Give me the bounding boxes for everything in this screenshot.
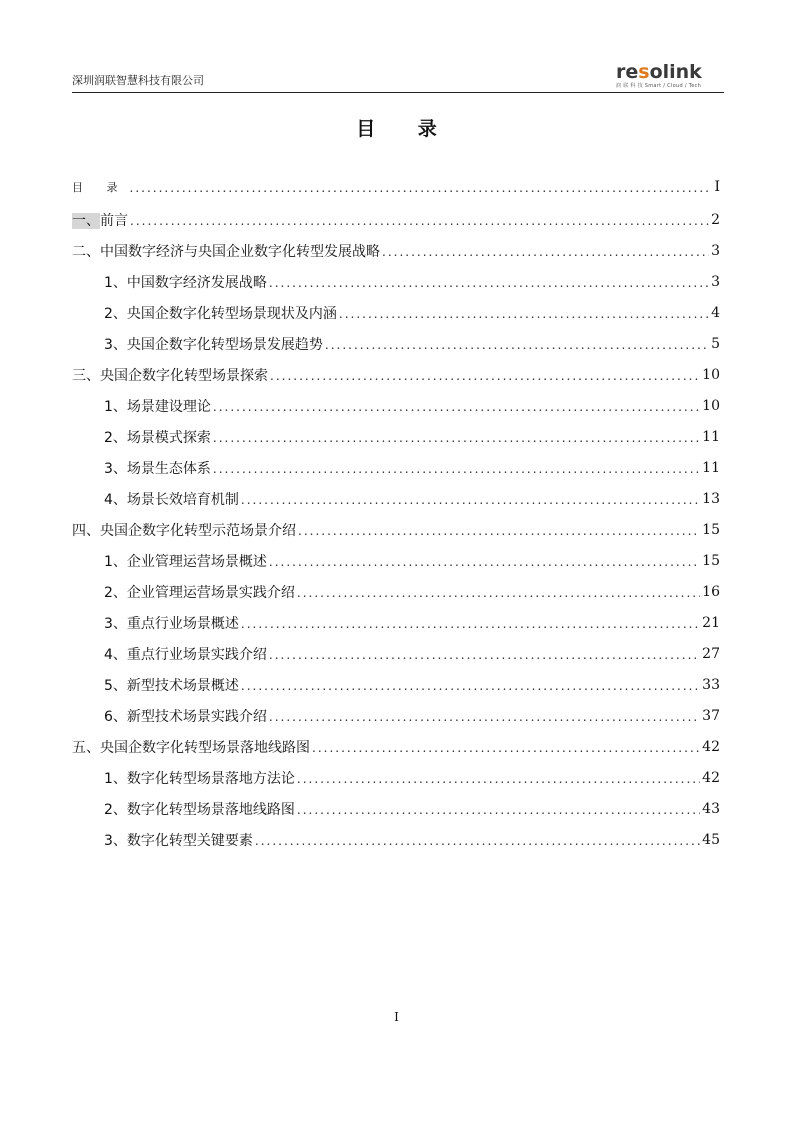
toc-page-number: 37: [702, 708, 720, 724]
toc-page-number: 3: [711, 274, 720, 290]
toc-entry-chapter-2[interactable]: 二、中国数字经济与央国企业数字化转型发展战略 ..... 3: [72, 240, 720, 262]
company-name: 深圳润联智慧科技有限公司: [72, 74, 204, 87]
toc-entry-contents[interactable]: 目 录 ..... I: [72, 176, 720, 198]
toc-entry-section[interactable]: 1、场景建设理论 ..... 10: [104, 395, 720, 417]
page-header: [72, 60, 724, 93]
toc-entry-section[interactable]: 2、企业管理运营场景实践介绍 ..... 16: [104, 581, 720, 603]
resolink-logo: [616, 62, 712, 92]
toc-page-number: 11: [702, 460, 720, 476]
toc-page-number: 42: [702, 739, 720, 755]
toc-entry-section[interactable]: 6、新型技术场景实践介绍 ..... 37: [104, 705, 720, 727]
toc-entry-chapter-5[interactable]: 五、央国企数字化转型场景落地线路图 ..... 42: [72, 736, 720, 758]
toc-entry-section[interactable]: 1、数字化转型场景落地方法论 ..... 42: [104, 767, 720, 789]
toc-page-number: 45: [702, 832, 720, 848]
toc-entry-section[interactable]: 4、场景长效培育机制 ..... 13: [104, 488, 720, 510]
toc-entry-section[interactable]: 3、重点行业场景概述 ..... 21: [104, 612, 720, 634]
toc-entry-section[interactable]: 4、重点行业场景实践介绍 ..... 27: [104, 643, 720, 665]
footer-page-number: I: [394, 1010, 399, 1024]
toc-page-number: 15: [702, 522, 720, 538]
toc-page-number: 33: [702, 677, 720, 693]
toc-page-number: 11: [702, 429, 720, 445]
toc-page-number: 5: [711, 336, 720, 352]
toc-page-number: I: [714, 179, 720, 195]
toc-entry-section[interactable]: 3、数字化转型关键要素 ..... 45: [104, 829, 720, 851]
toc-entry-section[interactable]: 2、数字化转型场景落地线路图 ..... 43: [104, 798, 720, 820]
toc-entry-section[interactable]: 5、新型技术场景概述 ..... 33: [104, 674, 720, 696]
logo-wordmark: resolink: [616, 61, 702, 83]
toc-page-number: 2: [711, 212, 720, 228]
toc-page-number: 10: [702, 367, 720, 383]
toc-entry-section[interactable]: 3、场景生态体系 ..... 11: [104, 457, 720, 479]
toc-entry-section[interactable]: 1、中国数字经济发展战略 ..... 3: [104, 271, 720, 293]
toc-page-number: 42: [702, 770, 720, 786]
toc-page-number: 16: [702, 584, 720, 600]
toc-page-number: 3: [711, 243, 720, 259]
toc-entry-section[interactable]: 3、央国企数字化转型场景发展趋势 ..... 5: [104, 333, 720, 355]
toc-entry-chapter-3[interactable]: 三、央国企数字化转型场景探索 ..... 10: [72, 364, 720, 386]
toc-page-number: 10: [702, 398, 720, 414]
logo-tagline: 润 联 科 技 Smart / Cloud / Tech: [616, 83, 702, 89]
toc-page-number: 13: [702, 491, 720, 507]
toc-page-number: 43: [702, 801, 720, 817]
toc-page-number: 21: [702, 615, 720, 631]
highlighted-text: 一、: [72, 213, 100, 229]
toc-page-number: 27: [702, 646, 720, 662]
toc-entry-section[interactable]: 2、央国企数字化转型场景现状及内涵 ..... 4: [104, 302, 720, 324]
toc-entry-section[interactable]: 1、企业管理运营场景概述 ..... 15: [104, 550, 720, 572]
page-title: 目 录: [356, 118, 455, 140]
toc-entry-chapter-1[interactable]: 一、前言 ..... 2: [72, 209, 720, 231]
toc-entry-section[interactable]: 2、场景模式探索 ..... 11: [104, 426, 720, 448]
toc-entry-chapter-4[interactable]: 四、央国企数字化转型示范场景介绍 ..... 15: [72, 519, 720, 541]
toc-page-number: 4: [711, 305, 720, 321]
toc-page-number: 15: [702, 553, 720, 569]
